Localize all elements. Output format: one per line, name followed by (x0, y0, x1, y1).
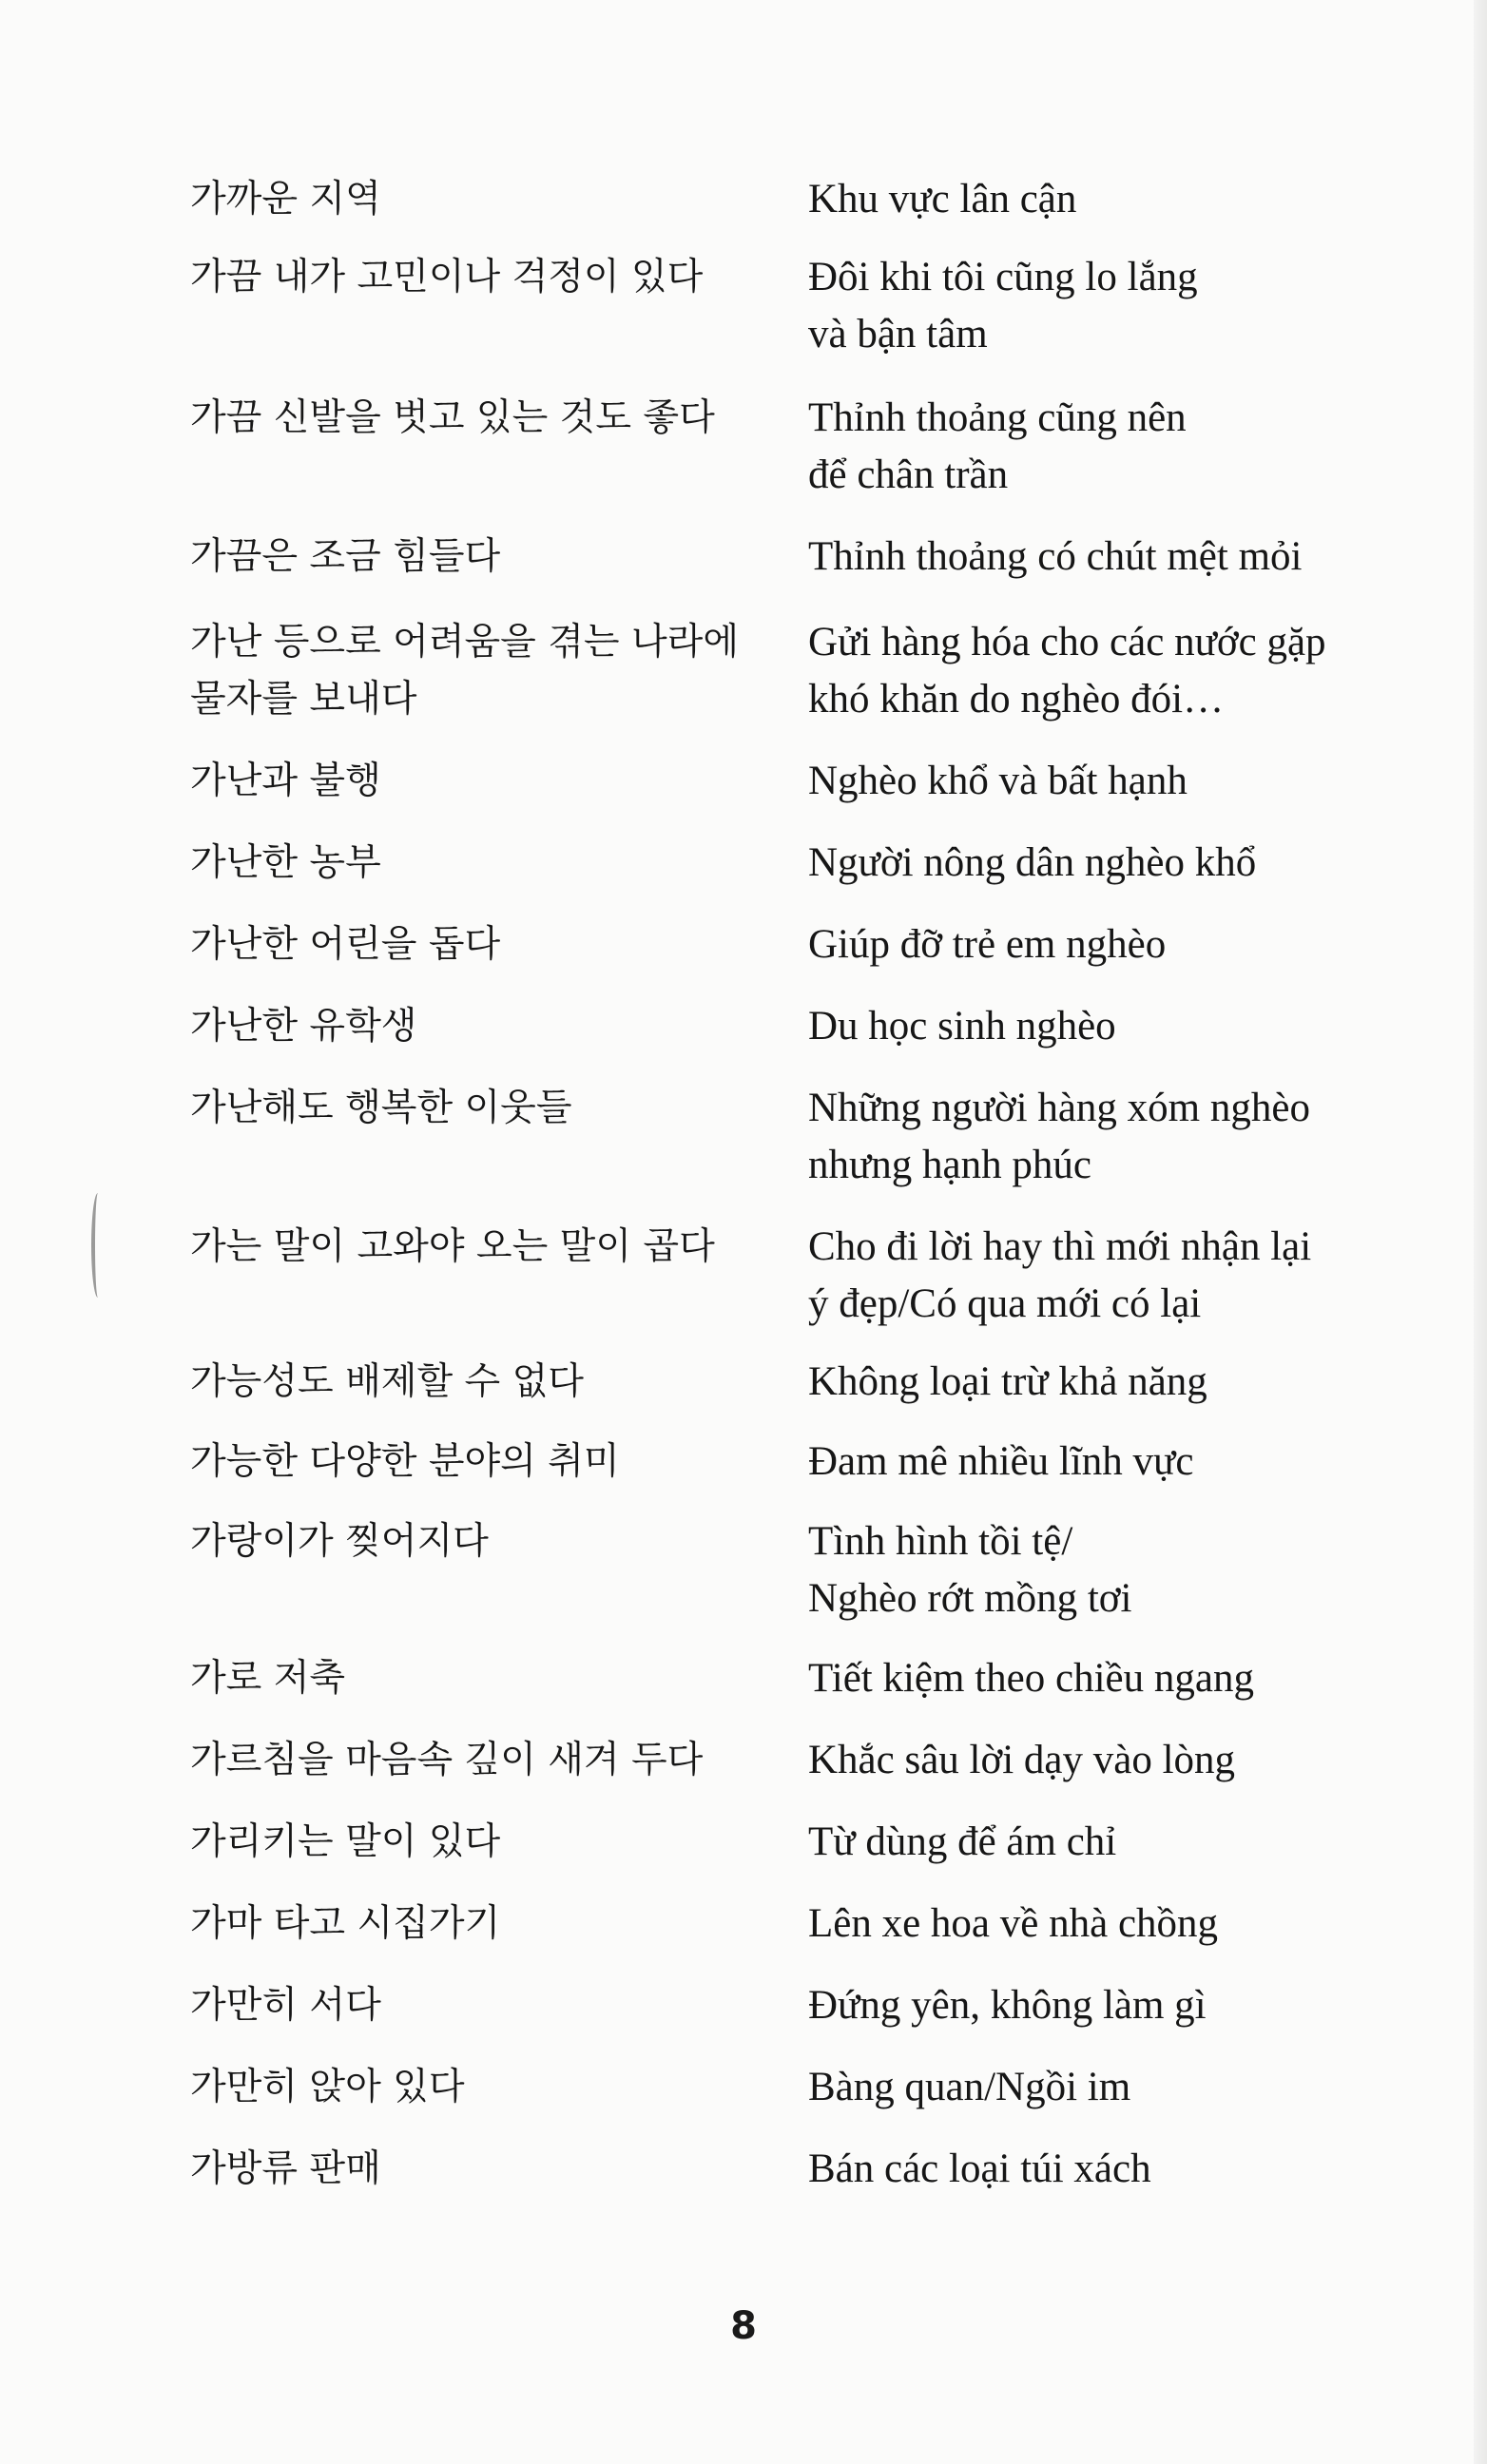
entry-row (190, 1814, 1379, 1871)
entry-row (190, 835, 1379, 892)
vietnamese-translation: Tiết kiệm theo chiều ngang (808, 1656, 1254, 1701)
page-edge-mark (91, 1193, 105, 1298)
korean-phrase: 가로 저축 (190, 1657, 346, 1700)
korean-phrase: 가끔 신발을 벗고 있는 것도 좋다 (190, 396, 715, 439)
korean-phrase: 가능한 다양한 분야의 취미 (190, 1440, 620, 1483)
entry-row (190, 1434, 1379, 1491)
vietnamese-translation: Lên xe hoa về nhà chồng (808, 1901, 1219, 1946)
korean-phrase: 가난한 어린을 돕다 (190, 923, 501, 966)
korean-phrase: 가르침을 마음속 깊이 새겨 두다 (190, 1739, 704, 1781)
korean-phrase: 가난 등으로 어려움을 겪는 나라에 물자를 보내다 (190, 621, 740, 721)
vietnamese-translation: Người nông dân nghèo khổ (808, 840, 1257, 885)
vietnamese-translation: Du học sinh nghèo (808, 1004, 1116, 1049)
korean-phrase: 가까운 지역 (190, 178, 381, 221)
entry-row (190, 1513, 1379, 1627)
korean-phrase: 가능성도 배제할 수 없다 (190, 1360, 584, 1403)
entry-row (190, 1080, 1379, 1194)
entry-row (190, 1650, 1379, 1707)
entry-row (190, 916, 1379, 973)
entry-row (190, 1896, 1379, 1953)
vietnamese-translation: Khu vực lân cận (808, 177, 1077, 221)
entry-row (190, 1732, 1379, 1789)
korean-phrase: 가마 타고 시집가기 (190, 1902, 501, 1945)
vietnamese-translation: Giúp đỡ trẻ em nghèo (808, 922, 1167, 967)
korean-phrase: 가끔 내가 고민이나 걱정이 있다 (190, 256, 704, 298)
entry-row (190, 2141, 1379, 2198)
entry-row (190, 390, 1379, 504)
vietnamese-translation: Những người hàng xóm nghèo nhưng hạnh phúc (808, 1086, 1310, 1187)
korean-phrase: 가난한 유학생 (190, 1005, 417, 1048)
vietnamese-translation: Khắc sâu lời dạy vào lòng (808, 1738, 1236, 1782)
vietnamese-translation: Đôi khi tôi cũng lo lắng và bận tâm (808, 255, 1198, 356)
vietnamese-translation: Nghèo khổ và bất hạnh (808, 759, 1188, 803)
page-right-edge (1474, 0, 1487, 2464)
entry-row (190, 614, 1379, 728)
vietnamese-translation: Đam mê nhiều lĩnh vực (808, 1439, 1194, 1484)
vietnamese-translation: Gửi hàng hóa cho các nước gặp khó khăn do nghèo đói… (808, 620, 1326, 722)
vietnamese-translation: Từ dùng để ám chỉ (808, 1819, 1117, 1864)
entry-row (190, 249, 1379, 363)
vietnamese-translation: Bán các loại túi xách (808, 2146, 1151, 2191)
korean-phrase: 가리키는 말이 있다 (190, 1820, 501, 1863)
korean-phrase: 가방류 판매 (190, 2147, 381, 2190)
korean-phrase: 가는 말이 고와야 오는 말이 곱다 (190, 1225, 715, 1268)
korean-phrase: 가만히 앉아 있다 (190, 2066, 465, 2108)
entry-row (190, 529, 1379, 586)
vietnamese-translation: Đứng yên, không làm gì (808, 1983, 1207, 2028)
entry-row (190, 1219, 1379, 1333)
entry-row (190, 1977, 1379, 2034)
vietnamese-translation: Tình hình tồi tệ/ Nghèo rớt mồng tơi (808, 1519, 1132, 1621)
vietnamese-translation: Thỉnh thoảng có chút mệt mỏi (808, 534, 1303, 579)
entry-row (190, 998, 1379, 1055)
vietnamese-translation: Cho đi lời hay thì mới nhận lại ý đẹp/Có qua mới có lại (808, 1224, 1312, 1326)
page-number: 8 (730, 2304, 757, 2348)
entry-row (190, 1354, 1379, 1411)
korean-phrase: 가난과 불행 (190, 760, 381, 802)
entry-row (190, 753, 1379, 810)
korean-phrase: 가랑이가 찢어지다 (190, 1520, 489, 1563)
vietnamese-translation: Thỉnh thoảng cũng nên để chân trần (808, 395, 1187, 497)
entry-row (190, 171, 1379, 228)
vietnamese-translation: Bàng quan/Ngồi im (808, 2065, 1131, 2109)
vietnamese-translation: Không loại trừ khả năng (808, 1359, 1207, 1404)
entry-row (190, 2059, 1379, 2116)
korean-phrase: 가난해도 행복한 이웃들 (190, 1087, 572, 1129)
korean-phrase: 가끔은 조금 힘들다 (190, 535, 501, 578)
korean-phrase: 가난한 농부 (190, 841, 381, 884)
korean-phrase: 가만히 서다 (190, 1984, 381, 2027)
